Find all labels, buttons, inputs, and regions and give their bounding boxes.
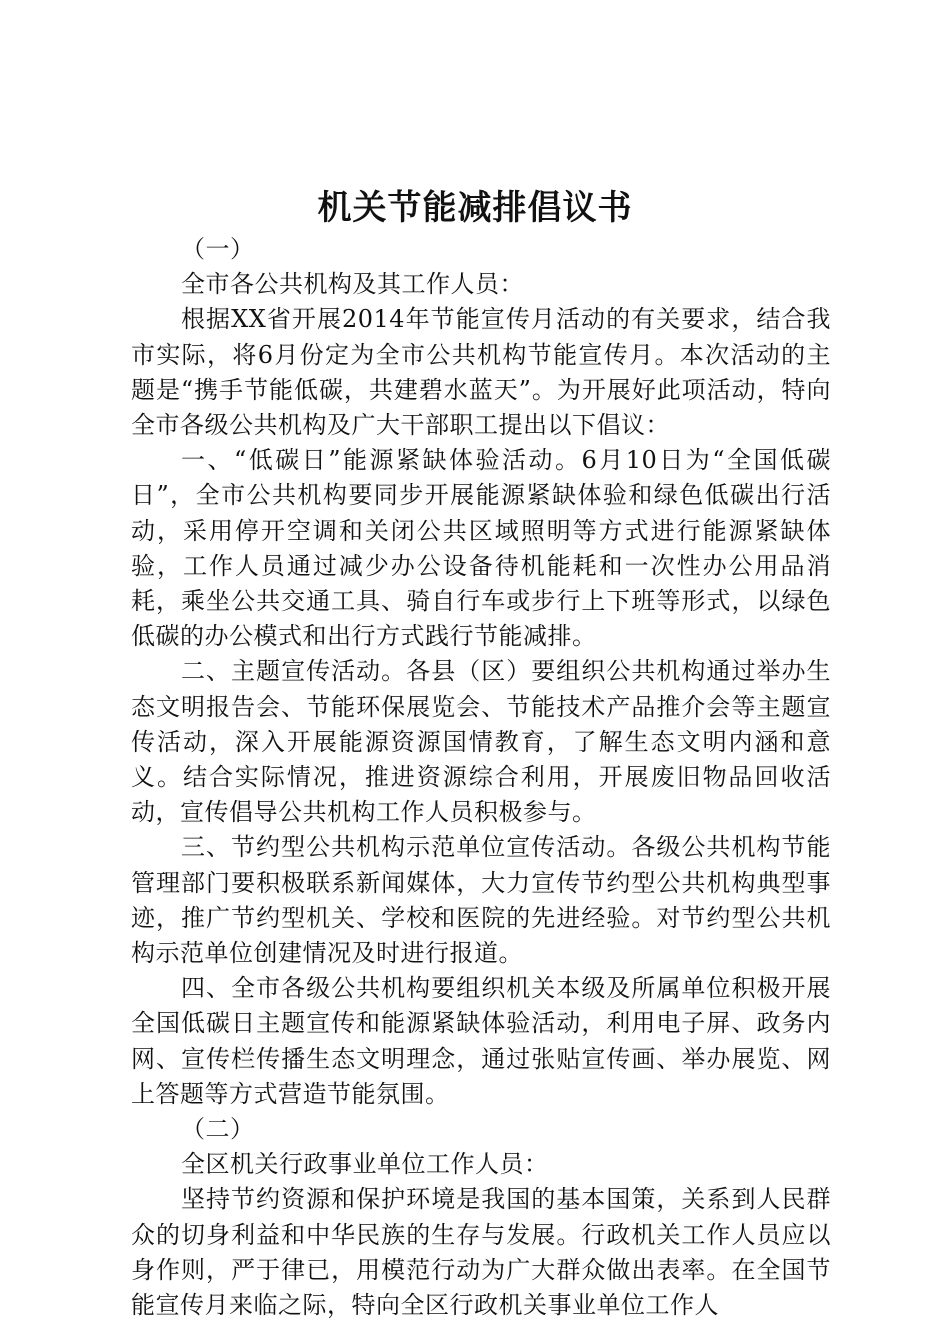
paragraph-item-four: 四、全市各级公共机构要组织机关本级及所属单位积极开展全国低碳日主题宣传和能源紧缺体验活动，利用电子屏、政务内网、宣传栏传播生态文明理念，通过张贴宣传画、举办展览、网上答题等方式营造节能氛围。 <box>131 974 831 1108</box>
document-body <box>131 232 831 1323</box>
paragraph-policy: 坚持节约资源和保护环境是我国的基本国策，关系到人民群众的切身利益和中华民族的生存与发展。行政机关工作人员应以身作则，严于律已，用模范行动为广大群众做出表率。在全国节能宣传月来临之际，特向全区行政机关事业单位工作人 <box>131 1185 831 1320</box>
section-marker-two: （二） <box>181 1115 255 1144</box>
salutation-city: 全市各公共机构及其工作人员： <box>181 270 524 299</box>
paragraph-item-two: 二、主题宣传活动。各县（区）要组织公共机构通过举办生态文明报告会、节能环保展览会、节能技术产品推介会等主题宣传活动，深入开展能源资源国情教育，了解生态文明内涵和意义。结合实际情况，推进资源综合利用，开展废旧物品回收活动，宣传倡导公共机构工作人员积极参与。 <box>131 657 831 827</box>
section-marker-one: （一） <box>181 235 255 263</box>
paragraph-intro: 根据XX省开展2014年节能宣传月活动的有关要求，结合我市实际，将6月份定为全市公共机构节能宣传月。本次活动的主题是“携手节能低碳，共建碧水蓝天”。为开展好此项活动，特向全市各级公共机构及广大干部职工提出以下倡议： <box>131 305 831 440</box>
salutation-district: 全区机关行政事业单位工作人员： <box>181 1150 549 1179</box>
document-title: 机关节能减排倡议书 <box>317 188 633 228</box>
paragraph-item-three: 三、节约型公共机构示范单位宣传活动。各级公共机构节能管理部门要积极联系新闻媒体，大力宣传节约型公共机构典型事迹，推广节约型机关、学校和医院的先进经验。对节约型公共机构示范单位创建情况及时进行报道。 <box>131 833 831 968</box>
paragraph-item-one: 一、“低碳日”能源紧缺体验活动。6月10日为“全国低碳日”，全市公共机构要同步开展能源紧缺体验和绿色低碳出行活动，采用停开空调和关闭公共区域照明等方式进行能源紧缺体验，工作人员通过减少办公设备待机能耗和一次性办公用品消耗，乘坐公共交通工具、骑自行车或步行上下班等形式，以绿色低碳的办公模式和出行方式践行节能减排。 <box>131 446 831 651</box>
